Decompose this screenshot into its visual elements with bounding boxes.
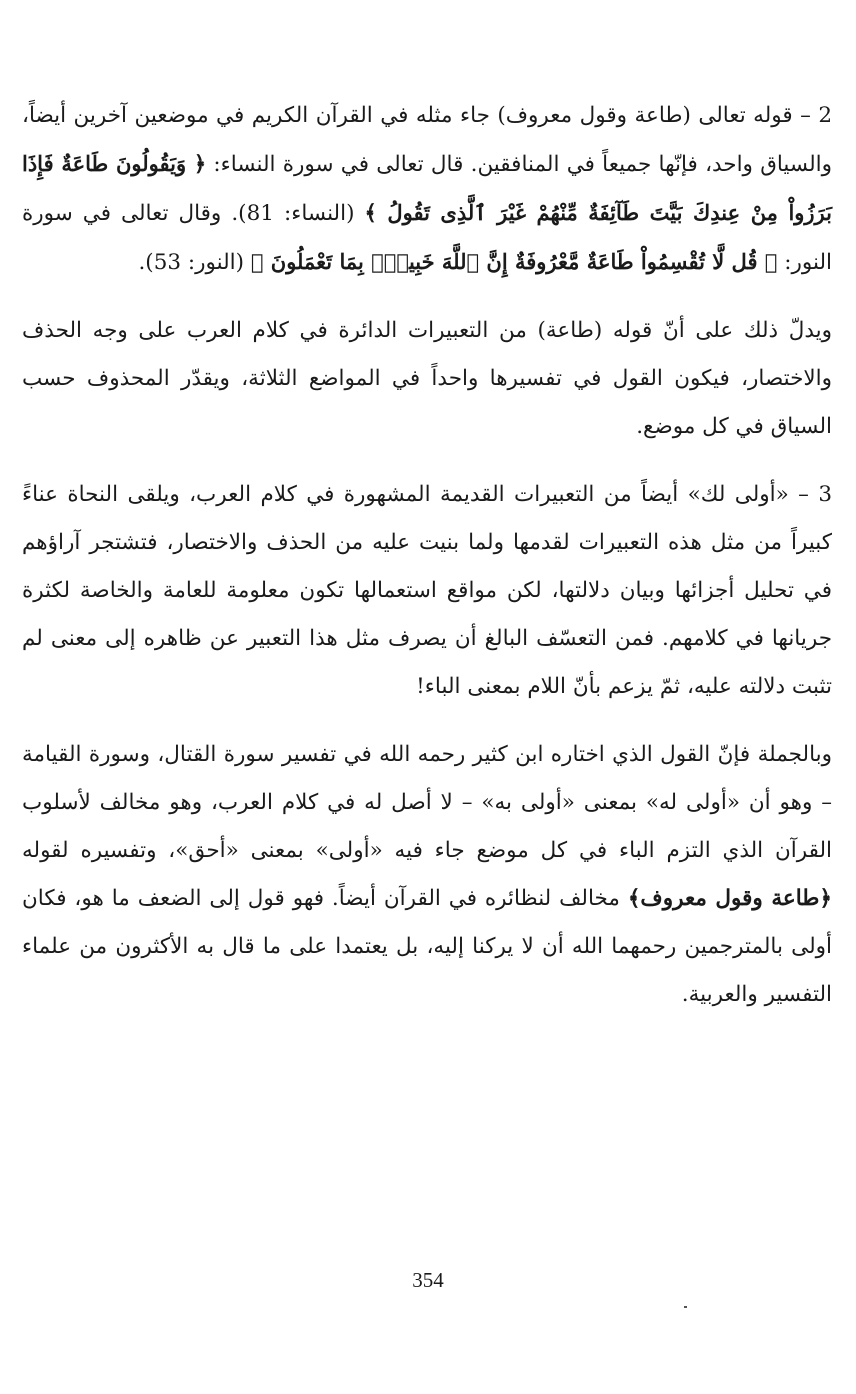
paragraph-1 <box>22 92 832 287</box>
paragraph-1-text-c: (النور: 53). <box>138 250 251 275</box>
paragraph-1-text-a: 2 – قوله تعالى (طاعة وقول معروف) جاء مثله في القرآن الكريم في موضعين آخرين أيضاً، والسياق واحد، فإنّها جميعاً في المنافقين. قال تعالى في سورة النساء: <box>22 103 833 177</box>
page-number: 354 <box>412 1268 444 1292</box>
page-body <box>22 92 832 1019</box>
paragraph-3 <box>22 471 832 711</box>
quran-verse-nisa: ﴿ وَيَقُولُونَ طَاعَةٌ فَإِذَا بَرَزُواْ مِنْ عِندِكَ بَيَّتَ طَآئِفَةٌ مِّنْهُمْ غَيْرَ ٱلَّذِى تَقُولُ ﴾ <box>22 151 832 225</box>
paragraph-4-text-b: مخالف لنظائره في القرآن أيضاً. فهو قول إلى الضعف ما هو، فكان أولى بالمترجمين رحمهما الله أن لا يركنا إليه، بل يعتمدا على ما قال به الأكثرون من علماء التفسير والعربية. <box>22 886 832 1007</box>
paragraph-3-text: 3 – «أولى لك» أيضاً من التعبيرات القديمة المشهورة في كلام العرب، ويلقى النحاة عناءً كبيراً من مثل هذه التعبيرات لقدمها ولما بنيت عليه من الحذف والاختصار، فتشتجر آراؤهم في تحليل أجزائها وبيان دلالتها، لكن مواقع استعمالها تكون معلومة للعامة والخاصة لكثرة جريانها في كلامهم. فمن التعسّف البالغ أن يصرف مثل هذا التعبير عن ظاهره إلى معنى لم تثبت دلالته عليه، ثمّ يزعم بأنّ اللام بمعنى الباء! <box>22 482 832 699</box>
paragraph-4-text-a: وبالجملة فإنّ القول الذي اختاره ابن كثير رحمه الله في تفسير سورة القتال، وسورة القيامة – وهو أن «أولى له» بمعنى «أولى به» – لا أصل له في كلام العرب، وهو مخالف لأسلوب القرآن الذي التزم الباء في كل موضع جاء فيه «أولى» بمعنى «أحق»، وتفسيره لقوله <box>22 742 832 863</box>
paragraph-4 <box>22 731 832 1019</box>
paragraph-1-text-b: (النساء: 81). وقال تعالى في سورة النور: <box>22 201 832 275</box>
quran-verse-nur: ﴿ قُل لَّا تُقْسِمُواْ طَاعَةٌ مَّعْرُوفَةٌ إِنَّ ٱللَّهَ خَبِيرٌۢ بِمَا تَعْمَلُونَ ﴾ <box>250 249 778 274</box>
scan-speck <box>684 1306 687 1308</box>
paragraph-2-text: ويدلّ ذلك على أنّ قوله (طاعة) من التعبيرات الدائرة في كلام العرب على وجه الحذف والاختصار، فيكون القول في تفسيرها واحداً في المواضع الثلاثة، ويقدّر المحذوف حسب السياق في كل موضع. <box>22 318 832 439</box>
quoted-phrase-bold: ﴿طاعة وقول معروف﴾ <box>627 886 832 911</box>
paragraph-2 <box>22 307 832 451</box>
